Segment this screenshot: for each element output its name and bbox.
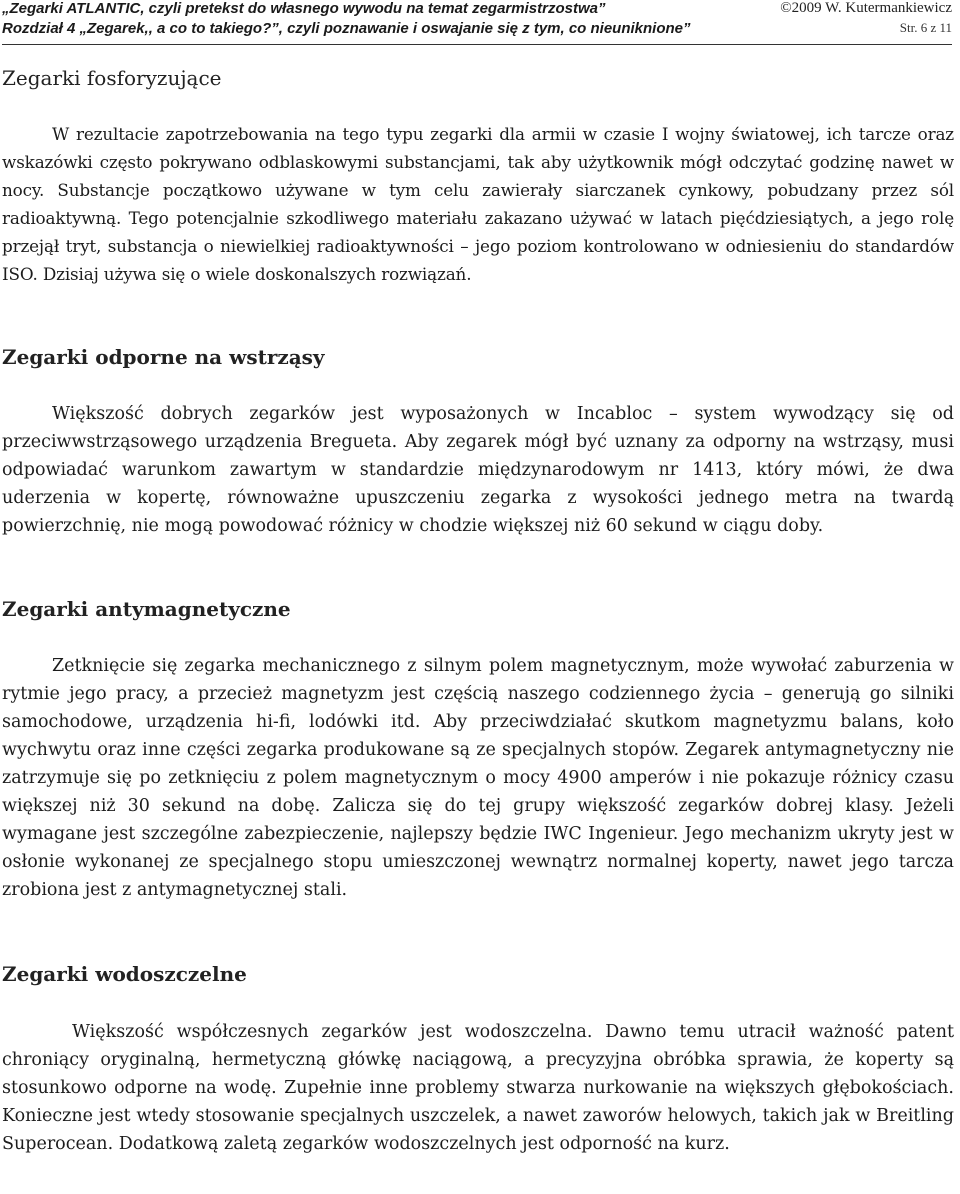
section-text-wodoszczelne: Większość współczesnych zegarków jest wodoszczelna. Dawno temu utracił ważność patent chroniący oryginalną, hermetyczną główkę naciągową, a precyzyjna obróbka sprawia, że koperty są stosunkowo odporne na wodę. Zupełnie inne problemy stwarza nurkowanie na większych głębokościach. Konieczne jest wtedy stosowanie specjalnych uszczelek, a nawet zaworów helowych, takich jak w Breitling Superocean. Dodatkową zaletą zegarków wodoszczelnych jest odporność na kurz. [2,1022,954,1154]
section-text-odporne: Większość dobrych zegarków jest wyposażonych w Incabloc – system wywodzący się od przeciwwstrząsowego urządzenia Bregueta. Aby zegarek mógł być uznany za odporny na wstrząsy, musi odpowiadać warunkom zawartym w standardzie międzynarodowym nr 1413, który mówi, że dwa uderzenia w kopertę, równoważne upuszczeniu zegarka z wysokości jednego metra na twardą powierzchnię, nie mogą powodować różnicy w chodzie większej niż 60 sekund w ciągu doby. [2,404,954,536]
chapter-title: Rozdział 4 „Zegarek,, a co to takiego?”, czyli poznawanie i oswajanie się z tym, co nieuniknione” [2,20,691,37]
section-title-odporne: Zegarki odporne na wstrząsy [2,345,325,369]
page-number: Str. 6 z 11 [899,20,952,35]
header-title: „Zegarki ATLANTIC, czyli pretekst do własnego wywodu na temat zegarmistrzostwa” [2,0,606,17]
section-title-fosforyzujace: Zegarki fosforyzujące [2,66,222,90]
header-chapter [2,20,952,37]
header-copyright: ©2009 W. Kutermankiewicz [780,0,952,16]
section-title-antymagnetyczne: Zegarki antymagnetyczne [2,597,291,621]
section-text-fosforyzujace: W rezultacie zapotrzebowania na tego typu zegarki dla armii w czasie I wojny światowej, ich tarcze oraz wskazówki często pokrywano odblaskowymi substancjami, tak aby użytkownik mógł odczytać godzinę nawet w nocy. Substancje początkowo używane w tym celu zawierały siarczanek cynkowy, pobudzany przez sól radioaktywną. Tego potencjalnie szkodliwego materiału zakazano używać w latach pięćdziesiątych, a jego rolę przejął tryt, substancja o niewielkiej radioaktywności – jego poziom kontrolowano w odniesieniu do standardów ISO. Dzisiaj używa się o wiele doskonalszych rozwiązań. [2,124,954,284]
section-text-antymagnetyczne: Zetknięcie się zegarka mechanicznego z silnym polem magnetycznym, może wywołać zaburzenia w rytmie jego pracy, a przecież magnetyzm jest częścią naszego codziennego życia – generują go silniki samochodowe, urządzenia hi-fi, lodówki itd. Aby przeciwdziałać skutkom magnetyzmu balans, koło wychwytu oraz inne części zegarka produkowane są ze specjalnych stopów. Zegarek antymagnetyczny nie zatrzymuje się po zetknięciu z polem magnetycznym o mocy 4900 amperów i nie pokazuje różnicy czasu większej niż 30 sekund na dobę. Zalicza się do tej grupy większość zegarków dobrej klasy. Jeżeli wymagane jest szczególne zabezpieczenie, najlepszy będzie IWC Ingenieur. Jego mechanizm ukryty jest w osłonie wykonanej ze specjalnego stopu umieszczonej wewnątrz normalnej koperty, nawet jego tarcza zrobiona jest z antymagnetycznej stali. [2,656,954,900]
page-header [2,0,952,45]
section-title-wodoszczelne: Zegarki wodoszczelne [2,962,247,986]
